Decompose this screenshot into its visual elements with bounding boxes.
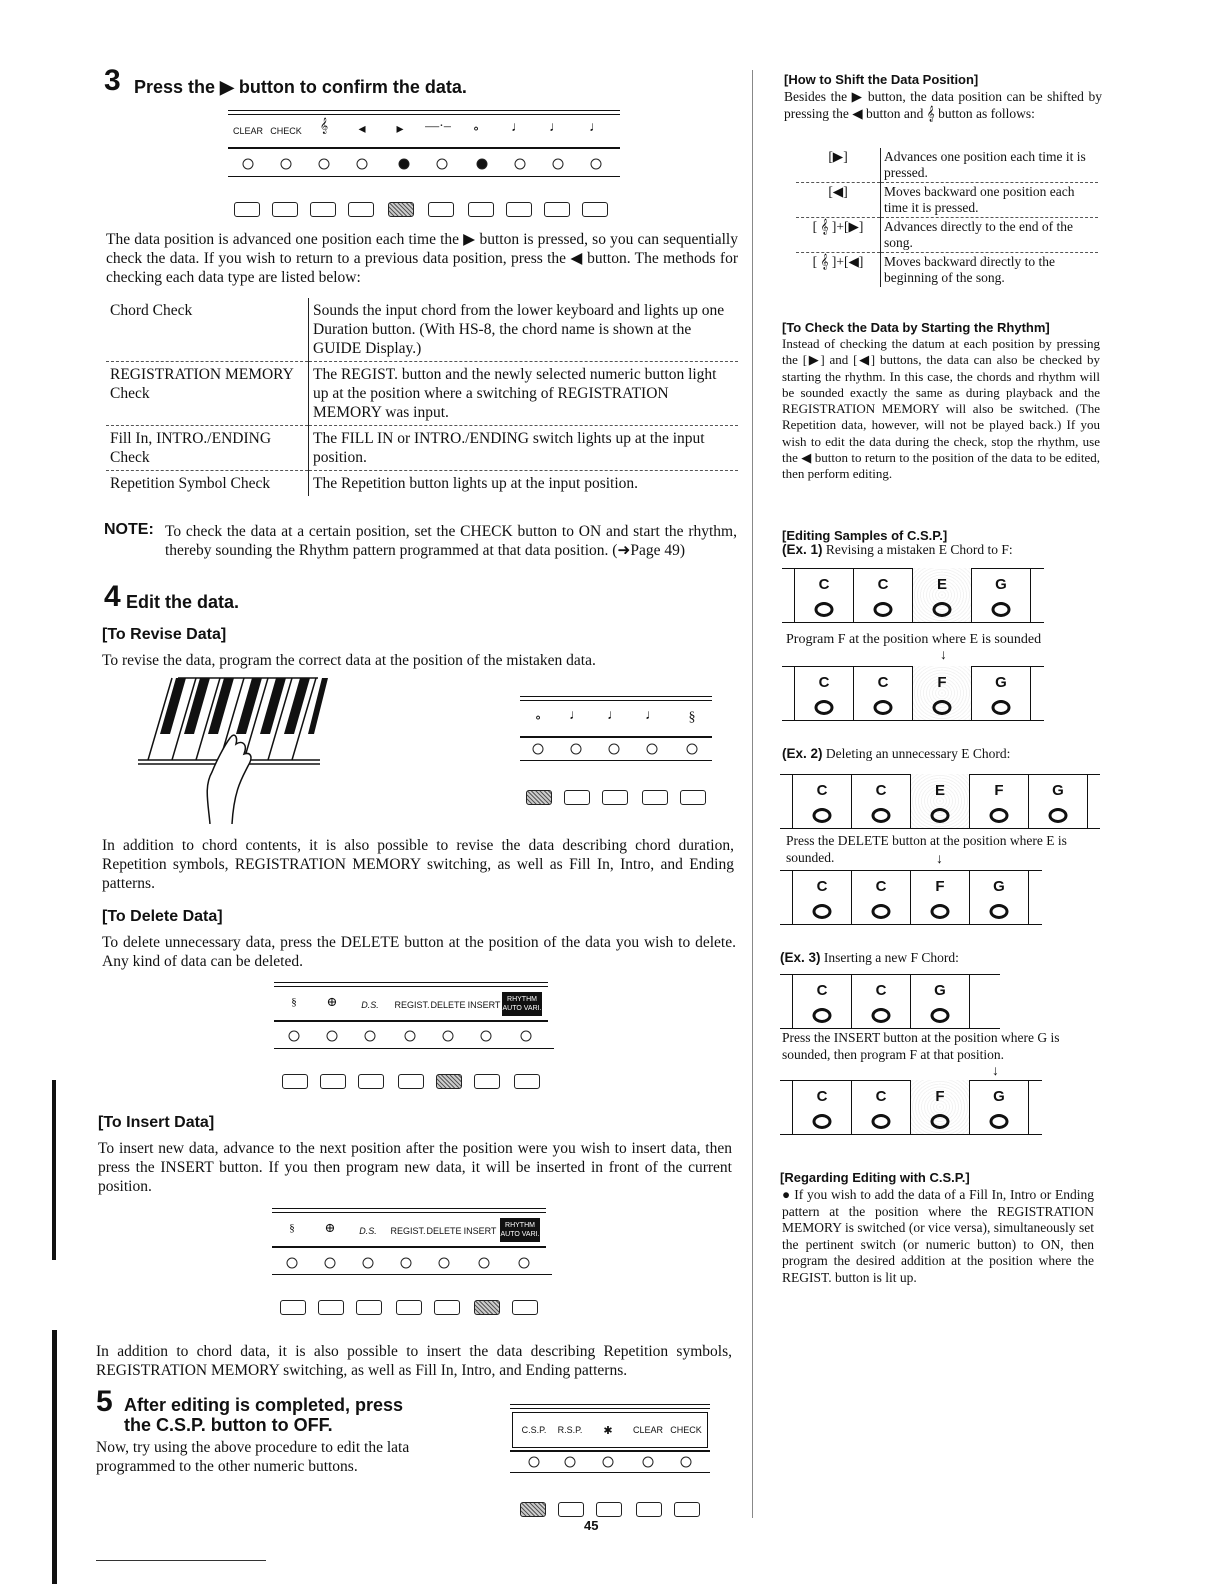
shift-heading: [How to Shift the Data Position]	[784, 72, 979, 87]
numeric-button[interactable]	[680, 790, 706, 805]
regarding-text: ● If you wish to add the data of a Fill In, Intro or Ending pattern at the position where the REGISTRATION MEMORY is switched (or vice versa), simultaneously set the pertinent switch (or numeric button) to ON, then program the desired addition at the position where the REGIST. button is lit up.	[782, 1187, 1094, 1285]
lamp-2	[571, 744, 582, 755]
ex2-after-bottom-rule	[780, 924, 1042, 925]
lamp-5	[439, 1258, 450, 1269]
ex1-caption: Program F at the position where E is sounded	[786, 632, 1042, 647]
numeric-button-3[interactable]	[310, 202, 336, 217]
step-3-paragraph: The data position is advanced one position each time the ▶ button is pressed, so you can sequentially check the data. If you wish to return to a previous data position, press the ◀ button. The methods for checking each data type are listed below:	[106, 231, 738, 286]
shift-desc: Advances one position each time it is pressed.	[884, 149, 1086, 180]
step-3-number: 3	[104, 64, 121, 97]
step-4-number: 4	[104, 580, 121, 613]
chord-cell: G	[969, 870, 1029, 924]
lamp-4	[401, 1258, 412, 1269]
revise-heading: [To Revise Data]	[102, 626, 227, 643]
lamp-1	[289, 1031, 300, 1042]
lamp-3	[609, 744, 620, 755]
lamp-6	[479, 1258, 490, 1269]
csp-panel-diagram	[510, 1404, 710, 1520]
numeric-button[interactable]	[602, 790, 628, 805]
numeric-button-7[interactable]	[468, 202, 494, 217]
step-5-text: Now, try using the above procedure to edit the lata programmed to the other numeric buttons.	[96, 1439, 410, 1475]
numeric-button[interactable]	[358, 1074, 384, 1089]
ex2-caption: Press the DELETE button at the position where E is sounded.	[786, 833, 1067, 865]
ex2-title	[782, 746, 1010, 763]
column-divider	[752, 70, 753, 1518]
rsp-label: R.S.P.	[557, 1425, 583, 1435]
check-desc: The REGIST. button and the newly selected numeric button light up at the position where a switching of REGISTRATION MEMORY was input.	[309, 362, 739, 426]
note-label: NOTE:	[104, 521, 154, 538]
lamp-9	[553, 159, 564, 170]
check-desc: The Repetition button lights up at the input position.	[309, 471, 739, 497]
segno-symbol: §	[289, 1222, 295, 1234]
whole-note-symbol: ∘	[472, 122, 480, 137]
lamp-5	[681, 1457, 692, 1468]
coda-symbol: ⊕	[326, 994, 338, 1009]
numeric-button-2[interactable]	[272, 202, 298, 217]
chord-cell: C	[792, 974, 851, 1028]
numeric-button-8[interactable]	[506, 202, 532, 217]
check-type: REGISTRATION MEMORY Check	[106, 362, 309, 426]
half-note-symbol: ♩	[607, 708, 621, 723]
shift-key: [ 𝄞 ]+[◀]	[796, 253, 881, 288]
chord-cell: G	[969, 1080, 1029, 1134]
check-type: Repetition Symbol Check	[106, 471, 309, 497]
ex1-label: (Ex. 1)	[782, 542, 823, 557]
numeric-button-pressed[interactable]	[526, 790, 552, 805]
shift-desc: Moves backward directly to the beginning of the song.	[881, 253, 1099, 288]
lamp-4	[357, 159, 368, 170]
numeric-button[interactable]	[512, 1300, 538, 1315]
regist-label: REGIST.	[394, 1000, 430, 1010]
csp-label: C.S.P.	[521, 1425, 547, 1435]
clear-button[interactable]	[636, 1502, 662, 1517]
step-5-number: 5	[96, 1385, 113, 1418]
lamp-2	[327, 1031, 338, 1042]
table-row	[796, 218, 1098, 253]
ex1-before-bottom-rule	[782, 622, 1044, 623]
lamp-1	[243, 159, 254, 170]
ex1-title	[782, 542, 1013, 559]
chord-cell-unnecessary: E	[910, 774, 969, 828]
ex1-after-staff	[794, 666, 1031, 720]
rsp-button[interactable]	[558, 1502, 584, 1517]
footer-rule	[96, 1560, 266, 1561]
ex3-after-staff	[792, 1080, 1029, 1134]
binding-edge	[52, 1080, 56, 1260]
numeric-button[interactable]	[564, 790, 590, 805]
quarter-note-symbol: ♩	[589, 120, 603, 135]
ex3-title	[780, 950, 959, 967]
insert-paragraph: In addition to chord data, it is also possible to insert the data describing Repetition symbols, REGISTRATION MEMORY switching, as well as Fill In, Intro, and Ending patterns.	[96, 1343, 732, 1379]
lamp-6	[481, 1031, 492, 1042]
lamp-5-lit	[399, 159, 410, 170]
check-panel-diagram	[228, 110, 620, 222]
numeric-button[interactable]	[434, 1300, 460, 1315]
numeric-button[interactable]	[396, 1300, 422, 1315]
quarter-note-symbol: ♩	[645, 708, 659, 723]
half-note-symbol: ♩	[549, 120, 563, 135]
numeric-button-6[interactable]	[428, 202, 454, 217]
forward-arrow-symbol: ▸	[396, 122, 404, 137]
page-number: 45	[584, 1518, 599, 1533]
ex3-label: (Ex. 3)	[780, 950, 821, 965]
delete-label: DELETE	[430, 1000, 466, 1010]
numeric-button[interactable]	[642, 790, 668, 805]
table-row	[106, 298, 738, 362]
hand-pressing-keyboard-illustration	[138, 674, 328, 824]
insert-text: To insert new data, advance to the next position after the position were you wish to insert data, then press the INSERT button. If you then program new data, it will be inserted in front of the current position.	[98, 1140, 732, 1195]
chord-cell: C	[792, 1080, 851, 1134]
rhythm-auto-vari-box: RHYTHM AUTO VARI.	[500, 1218, 540, 1242]
chord-cell: C	[794, 568, 853, 622]
numeric-button-4[interactable]	[348, 202, 374, 217]
lamp-1	[533, 744, 544, 755]
segno-symbol: §	[291, 996, 297, 1008]
rhythm-auto-vari-box: RHYTHM AUTO VARI.	[502, 992, 542, 1016]
insert-label: INSERT	[467, 1000, 501, 1010]
chord-cell: G	[971, 666, 1031, 720]
lamp-2	[281, 159, 292, 170]
check-button[interactable]	[674, 1502, 700, 1517]
delete-label: DELETE	[426, 1226, 462, 1236]
table-row	[796, 148, 1098, 183]
ex1-after-bottom-rule	[782, 720, 1044, 721]
chord-cell: C	[792, 774, 851, 828]
ex3-after-bottom-rule	[780, 1134, 1042, 1135]
chord-cell: G	[1028, 774, 1088, 828]
dotted-half-note-symbol: ♩	[511, 120, 525, 135]
shift-desc: Moves backward one position each time it is pressed.	[881, 183, 1099, 218]
ex1-arrow: ↓	[940, 648, 947, 663]
table-row	[106, 471, 738, 497]
binding-edge	[52, 1330, 57, 1584]
shift-key: [◀]	[796, 183, 881, 218]
delete-heading: [To Delete Data]	[102, 908, 223, 925]
ex2-after-staff	[792, 870, 1029, 924]
chord-cell: F	[969, 774, 1028, 828]
check-desc: Sounds the input chord from the lower keyboard and lights up one Duration button. (With HS-8, the chord name is shown at the GUIDE Display.)	[313, 302, 725, 357]
shift-table	[796, 148, 1098, 287]
shift-text: Besides the ▶ button, the data position can be shifted by pressing the ◀ button and 𝄞 button as follows:	[784, 89, 1102, 121]
ex3-caption: Press the INSERT button at the position where G is sounded, then program F at that position.	[782, 1030, 1060, 1062]
numeric-button[interactable]	[282, 1074, 308, 1089]
numeric-button[interactable]	[356, 1300, 382, 1315]
segno-symbol: §	[688, 710, 696, 725]
clear-label: CLEAR	[232, 126, 264, 136]
numeric-button-1[interactable]	[234, 202, 260, 217]
lamp-3	[319, 159, 330, 170]
ex2-before-bottom-rule	[780, 828, 1100, 829]
dotted-half-note-symbol: ♩	[569, 708, 583, 723]
chord-cell: C	[794, 666, 853, 720]
ex3-before-bottom-rule	[780, 1028, 1000, 1029]
lamp-8	[515, 159, 526, 170]
numeric-button-9[interactable]	[544, 202, 570, 217]
whole-note-symbol: ∘	[534, 711, 542, 726]
ex3-before-staff	[792, 974, 970, 1028]
regarding-heading: [Regarding Editing with C.S.P.]	[780, 1170, 970, 1185]
numeric-button[interactable]	[318, 1300, 344, 1315]
chord-cell: G	[910, 974, 970, 1028]
note-text: To check the data at a certain position, set the CHECK button to ON and start the rhythm, thereby sounding the Rhythm pattern programmed at that data position. (➜Page 49)	[165, 523, 737, 559]
asterisk-button[interactable]	[596, 1502, 622, 1517]
insert-heading: [To Insert Data]	[98, 1114, 215, 1131]
lamp-2	[325, 1258, 336, 1269]
step-3-title: Press the ▶ button to confirm the data.	[134, 77, 467, 97]
check-label: CHECK	[270, 126, 302, 136]
asterisk-symbol: ✱	[603, 1425, 613, 1437]
delete-button-pressed[interactable]	[436, 1074, 462, 1089]
chord-cell-mistaken: E	[912, 568, 971, 622]
lamp-1	[287, 1258, 298, 1269]
chord-cell: C	[851, 974, 910, 1028]
samples-heading: [Editing Samples of C.S.P.]	[782, 528, 948, 543]
check-methods-table	[106, 298, 738, 496]
lamp-3	[603, 1457, 614, 1468]
lamp-10	[591, 159, 602, 170]
lamp-2	[565, 1457, 576, 1468]
revise-paragraph: In addition to chord contents, it is also possible to revise the data describing chord duration, Repetition symbols, REGISTRATION MEMORY switching, as well as Fill In, Intro, and Ending patterns.	[102, 837, 734, 892]
chord-cell-inserted: F	[910, 1080, 969, 1134]
ex1-text: Revising a mistaken E Chord to F:	[825, 542, 1013, 557]
lamp-3	[363, 1258, 374, 1269]
rest-symbol: —·–	[425, 119, 451, 134]
numeric-button[interactable]	[514, 1074, 540, 1089]
numeric-button[interactable]	[474, 1074, 500, 1089]
regist-label: REGIST.	[390, 1226, 426, 1236]
check-desc: The FILL IN or INTRO./ENDING switch lights up at the input position.	[309, 426, 739, 471]
shift-key: [▶]	[796, 148, 881, 183]
ex2-arrow: ↓	[936, 852, 943, 867]
table-row	[796, 253, 1098, 288]
lamp-6	[437, 159, 448, 170]
check-type: Chord Check	[106, 298, 309, 362]
csp-button-pressed[interactable]	[520, 1502, 546, 1517]
ex2-before-staff	[792, 774, 1088, 828]
lamp-5	[687, 744, 698, 755]
ex2-label: (Ex. 2)	[782, 746, 823, 761]
shift-desc: Advances directly to the end of the song.	[881, 218, 1099, 253]
chord-cell-revised: F	[912, 666, 971, 720]
rhythm-check-text: Instead of checking the datum at each position by pressing the [▶] and [◀] buttons, the data can also be checked by starting the rhythm. In this case, the chords and rhythm will be sounded exactly the same as during playback and the REGISTRATION MEMORY will also be switched. (The Repetition data, however, will not be played back.) If you wish to edit the data during the check, stop the rhythm, use the ◀ button to return to the position of the data to be edited, then perform editing.	[782, 336, 1100, 482]
shift-key: [ 𝄞 ]+[▶]	[796, 218, 881, 253]
insert-label: INSERT	[463, 1226, 497, 1236]
step-4-title: Edit the data.	[126, 592, 240, 612]
check-label: CHECK	[670, 1425, 702, 1435]
delete-text: To delete unnecessary data, press the DELETE button at the position of the data you wish to delete. Any kind of data can be deleted.	[102, 934, 736, 970]
chord-cell: C	[851, 774, 910, 828]
step-5-title-line2: the C.S.P. button to OFF.	[124, 1415, 333, 1435]
ex3-arrow: ↓	[992, 1064, 999, 1079]
lamp-1	[529, 1457, 540, 1468]
chord-cell: F	[910, 870, 969, 924]
numeric-button-10[interactable]	[582, 202, 608, 217]
lamp-4	[647, 744, 658, 755]
lamp-7	[521, 1031, 532, 1042]
lamp-4	[405, 1031, 416, 1042]
chord-cell: C	[851, 870, 910, 924]
forward-button-pressed[interactable]	[388, 202, 414, 217]
lamp-5	[443, 1031, 454, 1042]
chord-cell: C	[851, 1080, 910, 1134]
ex2-text: Deleting an unnecessary E Chord:	[825, 746, 1011, 761]
ex3-text: Inserting a new F Chord:	[823, 950, 959, 965]
table-row	[106, 362, 738, 426]
check-type: Fill In, INTRO./ENDING Check	[106, 426, 309, 471]
lamp-3	[365, 1031, 376, 1042]
coda-symbol: ⊕	[324, 1220, 336, 1235]
ex1-before-staff	[794, 568, 1031, 622]
lamp-4	[643, 1457, 654, 1468]
revise-panel-diagram	[520, 696, 712, 808]
numeric-button[interactable]	[398, 1074, 424, 1089]
chord-cell: G	[971, 568, 1031, 622]
lamp-7-lit	[477, 159, 488, 170]
revise-text: To revise the data, program the correct data at the position of the mistaken data.	[102, 652, 596, 669]
ds-label: D.S.	[361, 1000, 379, 1010]
chord-cell: C	[853, 568, 912, 622]
back-arrow-symbol: ◂	[358, 122, 366, 137]
table-row	[796, 183, 1098, 218]
chord-cell: C	[853, 666, 912, 720]
lamp-7	[519, 1258, 530, 1269]
numeric-button[interactable]	[280, 1300, 306, 1315]
g-clef-symbol: 𝄞	[319, 119, 329, 134]
insert-button-pressed[interactable]	[474, 1300, 500, 1315]
chord-cell: C	[792, 870, 851, 924]
insert-panel-diagram	[272, 1208, 552, 1320]
delete-panel-diagram	[274, 982, 554, 1094]
rhythm-check-heading: [To Check the Data by Starting the Rhythm]	[782, 320, 1050, 335]
numeric-button[interactable]	[320, 1074, 346, 1089]
table-row	[106, 426, 738, 471]
clear-label: CLEAR	[632, 1425, 664, 1435]
ds-label: D.S.	[359, 1226, 377, 1236]
step-5-title-line1: After editing is completed, press	[124, 1395, 404, 1415]
